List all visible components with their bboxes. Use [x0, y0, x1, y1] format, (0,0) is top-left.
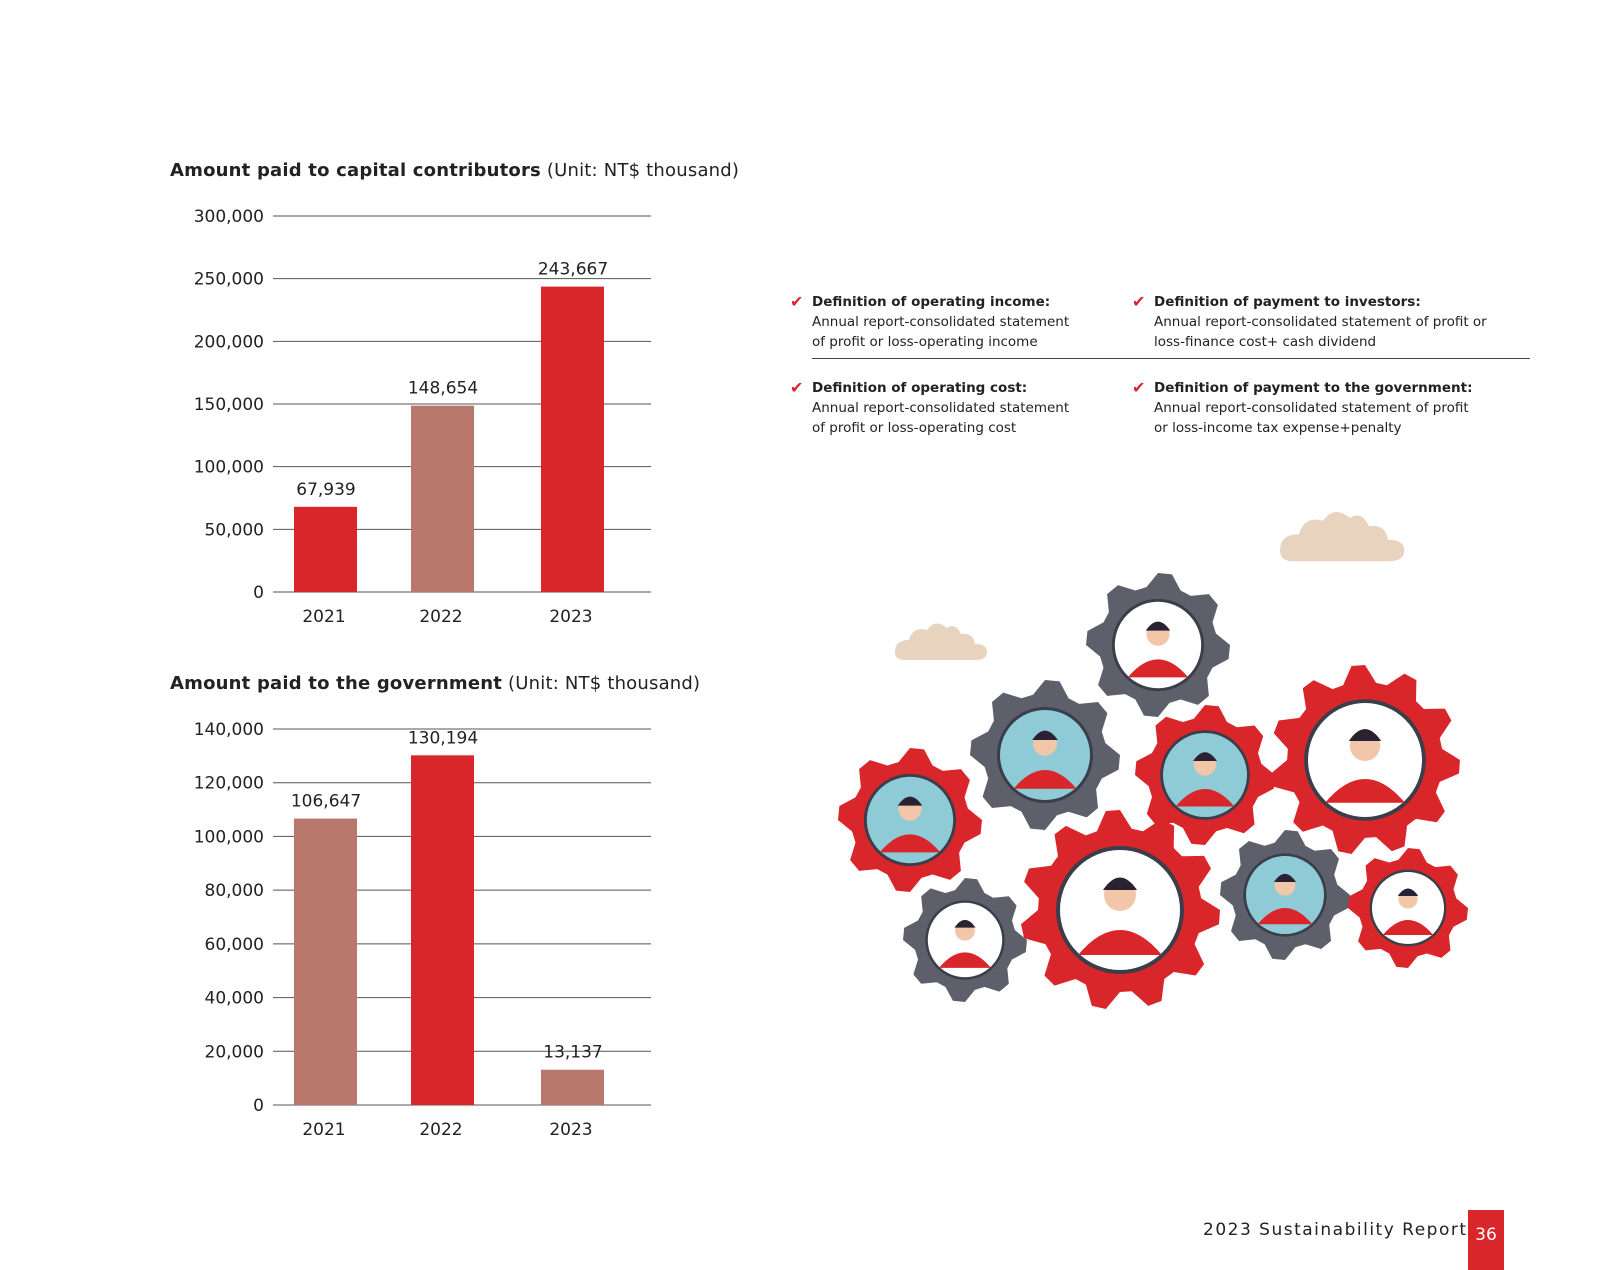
definition-heading: Definition of payment to investors: [1154, 294, 1421, 310]
cloud-icon [1280, 512, 1404, 561]
chart2-unit: (Unit: NT$ thousand) [508, 673, 701, 694]
x-tick-label: 2021 [302, 607, 346, 627]
x-tick-label: 2022 [419, 1120, 463, 1140]
y-tick-label: 100,000 [193, 457, 264, 478]
definition-text: or loss-income tax expense+penalty [1154, 420, 1402, 436]
chart2-title [170, 673, 700, 694]
bar-2021 [294, 819, 357, 1105]
chart2-title-text: Amount paid to the government [170, 673, 503, 694]
definition-text: Annual report-consolidated statement [812, 314, 1070, 330]
data-label: 67,939 [296, 479, 356, 500]
checkmark-icon: ✔ [790, 378, 804, 397]
y-tick-label: 40,000 [204, 988, 264, 1009]
bar-2023 [541, 287, 604, 592]
divider [812, 358, 1530, 359]
cloud-shape [895, 623, 987, 660]
x-tick-label: 2023 [549, 1120, 593, 1140]
definition-text: loss-finance cost+ cash dividend [1154, 334, 1377, 350]
gear-icon [1348, 848, 1468, 968]
definition-payment-government [1132, 378, 1534, 438]
definition-operating-cost [790, 378, 1172, 438]
chart1-unit: (Unit: NT$ thousand) [546, 160, 740, 181]
gear-icon [838, 748, 982, 892]
y-tick-label: 0 [253, 583, 264, 603]
cloud-shape [1280, 512, 1404, 561]
gear-icon [970, 680, 1120, 830]
data-label: 13,137 [543, 1042, 603, 1063]
y-tick-label: 100,000 [193, 827, 264, 848]
cloud-icon [895, 623, 987, 660]
x-tick-label: 2021 [302, 1120, 346, 1140]
bar-2021 [294, 507, 357, 592]
definition-text: Annual report-consolidated statement [812, 400, 1070, 416]
definition-operating-income [790, 292, 1172, 352]
capital-contributors-chart [170, 195, 670, 655]
chart1-title-text: Amount paid to capital contributors [170, 160, 541, 181]
checkmark-icon: ✔ [790, 292, 804, 311]
data-label: 148,654 [407, 378, 479, 399]
y-tick-label: 150,000 [193, 395, 264, 415]
gears-people-illustration [830, 510, 1530, 1030]
y-tick-label: 80,000 [204, 881, 264, 902]
y-tick-label: 250,000 [193, 269, 264, 290]
gear-icon [1271, 665, 1460, 854]
x-tick-label: 2022 [419, 607, 463, 627]
y-tick-label: 50,000 [204, 520, 264, 541]
definition-text: Annual report-consolidated statement of profit or [1154, 314, 1487, 330]
bar-2023 [541, 1070, 604, 1105]
data-label: 243,667 [537, 259, 609, 280]
definition-text: Annual report-consolidated statement of profit [1154, 400, 1469, 416]
gear-icon [903, 878, 1027, 1002]
bar-2022 [411, 755, 474, 1105]
chart1-title [170, 160, 739, 181]
gear-icon [1220, 830, 1350, 960]
y-tick-label: 140,000 [193, 720, 264, 740]
y-tick-label: 300,000 [193, 207, 264, 227]
page-number: 36 [1468, 1210, 1504, 1270]
gear-icon [1086, 573, 1230, 717]
definition-text: of profit or loss-operating cost [812, 420, 1017, 436]
y-tick-label: 60,000 [204, 934, 264, 955]
definition-heading: Definition of operating income: [812, 294, 1051, 310]
definition-heading: Definition of payment to the government: [1154, 380, 1473, 396]
y-tick-label: 0 [253, 1096, 264, 1116]
y-tick-label: 200,000 [193, 332, 264, 353]
data-label: 130,194 [407, 728, 479, 749]
y-tick-label: 20,000 [204, 1042, 264, 1063]
government-chart [170, 708, 670, 1168]
data-label: 106,647 [290, 791, 362, 812]
definition-text: of profit or loss-operating income [812, 334, 1038, 350]
y-tick-label: 120,000 [193, 773, 264, 794]
bar-2022 [411, 406, 474, 592]
checkmark-icon: ✔ [1132, 292, 1146, 311]
report-title: 2023 Sustainability Report [1203, 1220, 1468, 1240]
checkmark-icon: ✔ [1132, 378, 1146, 397]
definition-heading: Definition of operating cost: [812, 380, 1028, 396]
x-tick-label: 2023 [549, 607, 593, 627]
definition-payment-investors [1132, 292, 1534, 352]
